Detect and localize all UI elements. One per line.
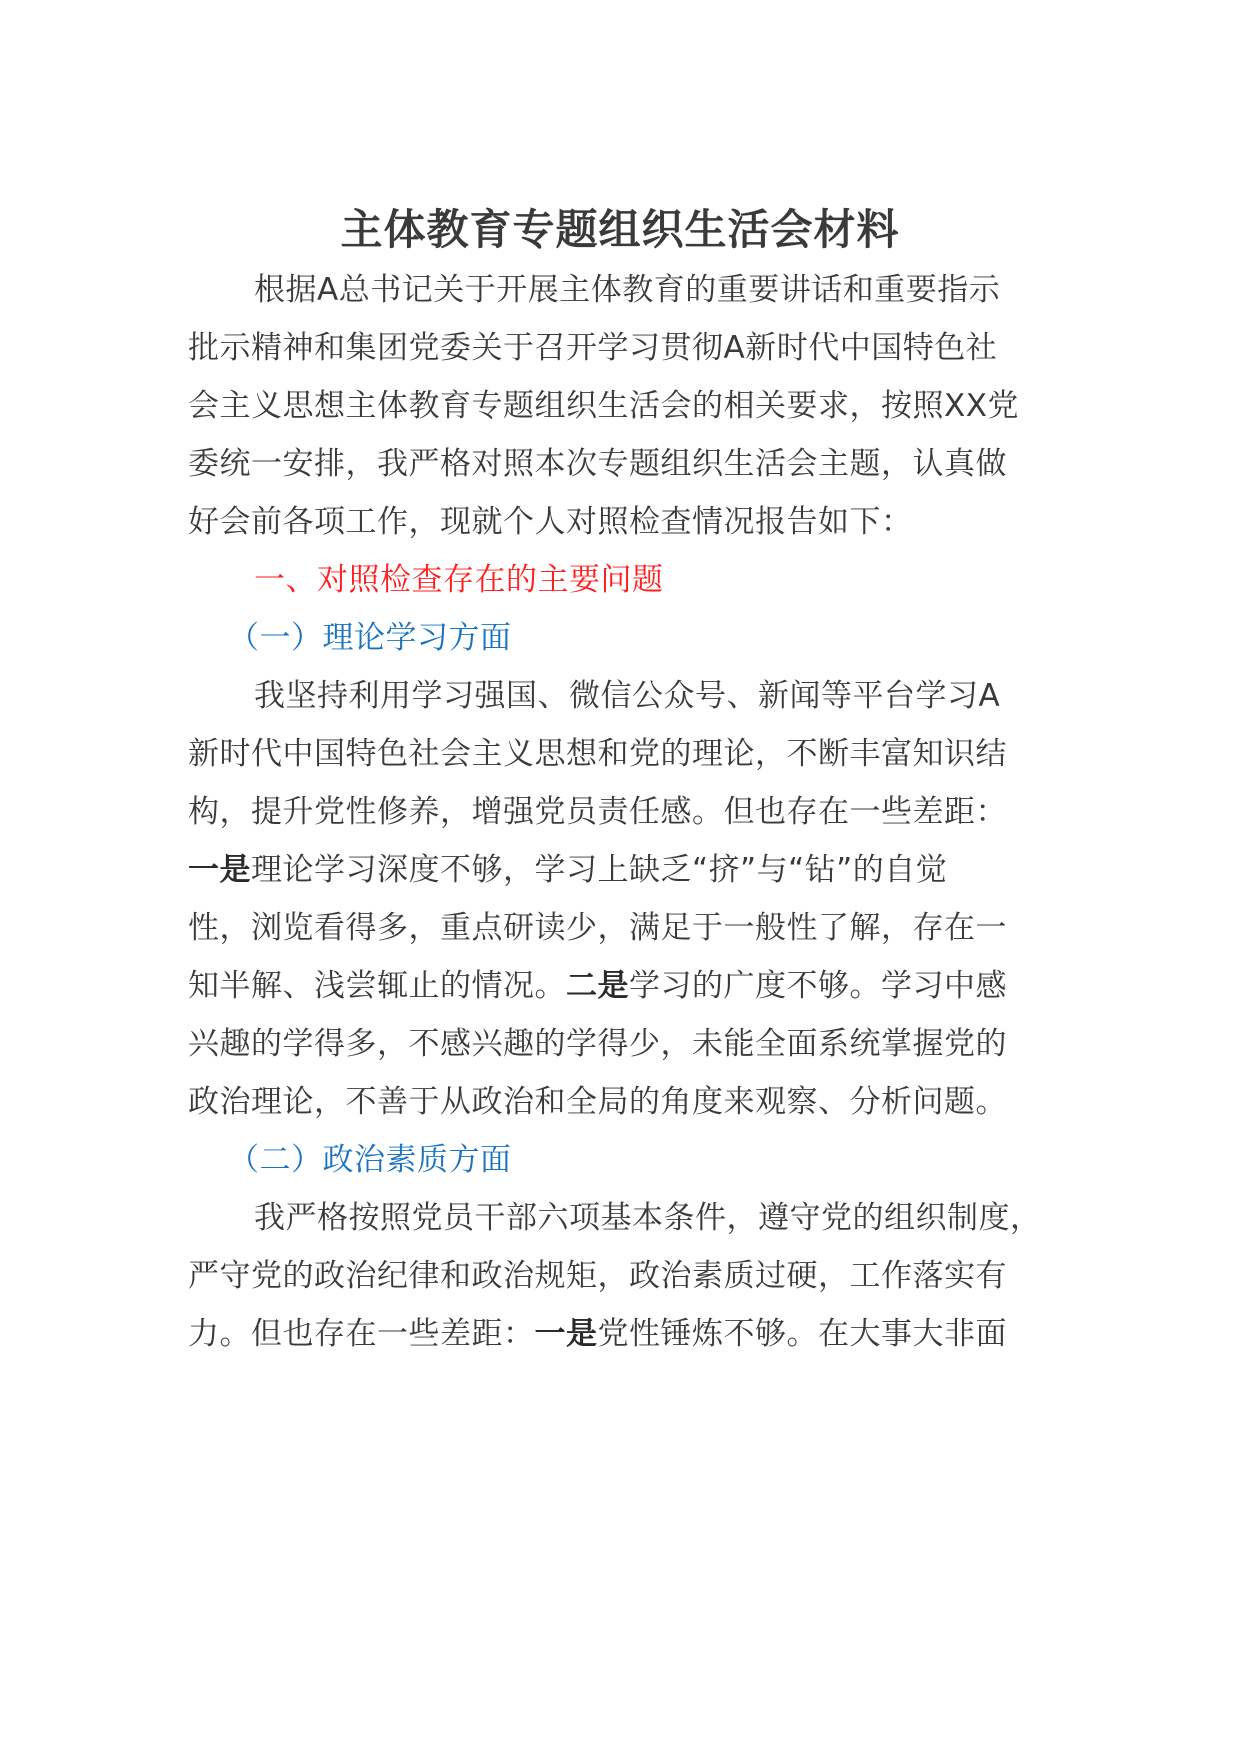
politics-line-3 (188, 1309, 1007, 1359)
theory-line-2: 新时代中国特色社会主义思想和党的理论，不断丰富知识结 (188, 736, 1007, 772)
politics-line-1: 我严格按照党员干部六项基本条件，遵守党的组织制度， (254, 1200, 1042, 1236)
intro-line-5: 好会前各项工作，现就个人对照检查情况报告如下： (188, 504, 913, 540)
theory-line-1: 我坚持利用学习强国、微信公众号、新闻等平台学习A (254, 678, 1001, 714)
theory-line-5: 性，浏览看得多，重点研读少，满足于一般性了解，存在一 (188, 910, 1007, 946)
theory-line-6-post: 学习的广度不够。学习中感 (629, 968, 1007, 1004)
theory-line-4 (188, 845, 947, 895)
politics-line-2: 严守党的政治纪律和政治规矩，政治素质过硬，工作落实有 (188, 1258, 1007, 1294)
point-label-first: 一是 (188, 852, 251, 888)
theory-line-6-pre: 知半解、浅尝辄止的情况。 (188, 968, 566, 1004)
intro-line-2: 批示精神和集团党委关于召开学习贯彻A新时代中国特色社 (188, 330, 998, 366)
theory-line-8: 政治理论，不善于从政治和全局的角度来观察、分析问题。 (188, 1084, 1007, 1120)
politics-line-3-pre: 力。但也存在一些差距： (188, 1316, 535, 1352)
subsection-heading-politics: （二）政治素质方面 (228, 1142, 512, 1178)
theory-line-6 (188, 961, 1007, 1011)
theory-line-3: 构，提升党性修养，增强党员责任感。但也存在一些差距： (188, 794, 1007, 830)
section-heading-main: 一、对照检查存在的主要问题 (254, 562, 664, 598)
subsection-heading-theory: （一）理论学习方面 (228, 620, 512, 656)
theory-line-7: 兴趣的学得多，不感兴趣的学得少，未能全面系统掌握党的 (188, 1026, 1007, 1062)
intro-line-1: 根据A总书记关于开展主体教育的重要讲话和重要指示 (254, 272, 1001, 308)
point-label-second: 二是 (566, 968, 629, 1004)
politics-line-3-post: 党性锤炼不够。在大事大非面 (597, 1316, 1007, 1352)
document-title: 主体教育专题组织生活会材料 (340, 205, 900, 254)
intro-line-4: 委统一安排，我严格对照本次专题组织生活会主题，认真做 (188, 446, 1007, 482)
intro-line-3: 会主义思想主体教育专题组织生活会的相关要求，按照XX党 (188, 388, 1019, 424)
point-label-first-politics: 一是 (534, 1316, 598, 1352)
theory-point-1-text: 理论学习深度不够，学习上缺乏“挤”与“钻”的自觉 (251, 852, 948, 888)
